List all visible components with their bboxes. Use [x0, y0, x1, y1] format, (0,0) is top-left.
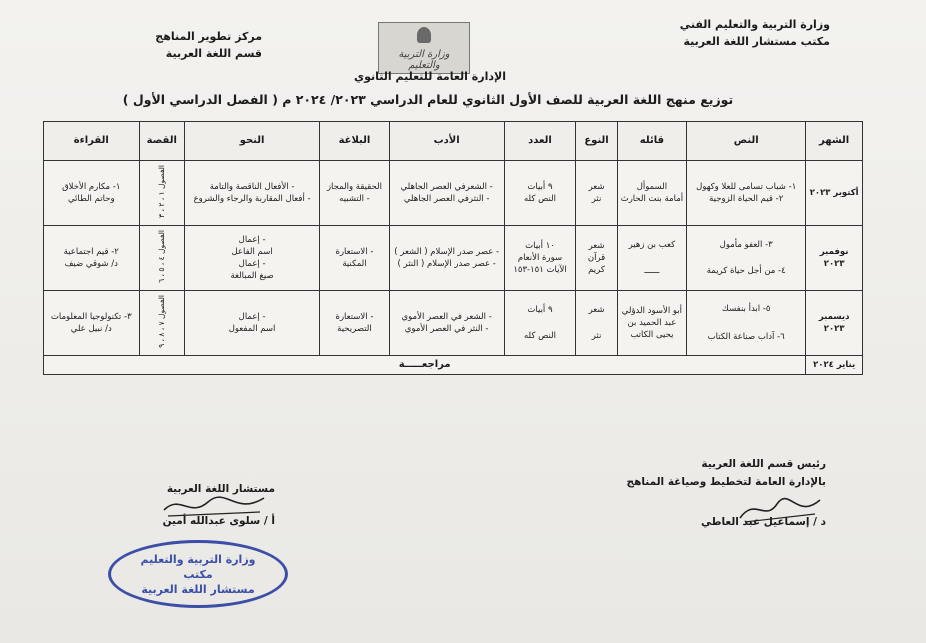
cell-count	[504, 291, 576, 356]
header-story: القصة	[139, 122, 184, 161]
cell-line: - إعمال	[238, 235, 266, 245]
cell-line: ٩ أبيات	[527, 305, 553, 315]
header-month: الشهر	[806, 122, 863, 161]
cell-author	[617, 291, 686, 356]
cell-reading	[44, 291, 140, 356]
cell-literature	[389, 291, 504, 356]
header-author: قائله	[617, 122, 686, 161]
cell-line: النص كله	[523, 331, 557, 341]
cell-grammar	[184, 161, 319, 226]
cell-line: ١- مكارم الأخلاق	[62, 182, 121, 192]
cell-line: قرآن كريم	[587, 253, 606, 275]
cell-line: شعر	[588, 182, 605, 192]
cell-line: ١- شباب تسامى للعلا وكهول	[696, 182, 797, 192]
cell-line: شعر	[588, 241, 605, 251]
cell-line: الحقيقة والمجاز	[326, 182, 382, 192]
cell-line: - النثرفي العصر الجاهلي	[403, 194, 490, 204]
header-type: النوع	[576, 122, 617, 161]
cell-text	[687, 161, 806, 226]
cell-line: شعر	[588, 305, 605, 315]
section-name: قسم اللغة العربية	[165, 47, 262, 60]
cell-line: - النثر في العصر الأموي	[404, 324, 489, 334]
cell-line: ٣- تكنولوجيا المعلومات	[50, 312, 132, 322]
table-row	[44, 291, 863, 356]
cell-line: اسم المفعول	[228, 324, 276, 334]
cell-line: السموأل	[636, 182, 668, 192]
cell-reading	[44, 161, 140, 226]
cell-line: - أفعال المقاربة والرجاء والشروع	[193, 194, 311, 204]
cell-month: نوفمبر ٢٠٢٣	[806, 226, 863, 291]
cell-line: ٦- آداب صناعة الكتاب	[707, 332, 785, 342]
review-label: مراجعـــــة	[44, 356, 806, 375]
office-name: مكتب مستشار اللغة العربية	[683, 35, 830, 48]
cell-line: - عصر صدر الإسلام ( الشعر )	[394, 247, 500, 257]
cell-line: نثر	[591, 194, 602, 204]
cell-line: ١٠ أبيات	[525, 241, 555, 251]
cell-type	[576, 291, 617, 356]
document-title: توزيع منهج اللغة العربية للصف الأول الثانوي للعام الدراسي ٢٠٢٣/ ٢٠٢٤ م ( الفصل الدراسي الأول )	[122, 92, 734, 107]
header-ministry	[590, 16, 830, 50]
cell-literature	[389, 226, 504, 291]
review-row	[44, 356, 863, 375]
cell-line: صيغ المبالغة	[230, 271, 274, 281]
cell-story	[139, 161, 184, 226]
head-title: رئيس قسم اللغة العربية	[701, 458, 826, 470]
cell-line: ٢- قيم الحياة الزوجية	[709, 194, 784, 204]
table-row	[44, 161, 863, 226]
table-header-row	[44, 122, 863, 161]
head-department: بالإدارة العامة لتخطيط وصياغة المناهج	[626, 476, 826, 488]
advisor-title: مستشار اللغة العربية	[166, 483, 275, 495]
review-month: يناير ٢٠٢٤	[806, 356, 863, 375]
head-name: د / إسماعيل عبد العاطي	[700, 516, 826, 528]
cell-line: د/ شوقي ضيف	[64, 259, 118, 269]
official-stamp	[108, 540, 288, 608]
story-chapters: الفصول ١ ، ٢ ، ٣	[157, 164, 167, 218]
header-text: النص	[687, 122, 806, 161]
cell-author	[617, 161, 686, 226]
header-reading: القراءة	[44, 122, 140, 161]
advisor-name: أ / سلوى عبدالله أمين	[162, 515, 275, 527]
cell-line: أبو الأسود الدؤلي	[621, 306, 683, 316]
cell-rhetoric	[320, 226, 389, 291]
cell-type	[576, 161, 617, 226]
cell-line: اسم الفاعل	[231, 247, 273, 257]
header-center	[92, 28, 262, 62]
header-rhetoric: البلاغة	[320, 122, 389, 161]
eagle-icon	[417, 27, 431, 43]
handwritten-signature-right	[735, 492, 825, 526]
cell-line: د/ نبيل علي	[70, 324, 112, 334]
cell-line: - الأفعال الناقصة والتامة	[209, 182, 295, 192]
story-chapters: الفصول ٧ ، ٨ ، ٩	[157, 294, 167, 348]
cell-grammar	[184, 226, 319, 291]
cell-line: أمامة بنت الحارث	[620, 194, 684, 204]
header-grammar: النحو	[184, 122, 319, 161]
cell-line: ٥- ابدأ بنفسك	[721, 304, 771, 314]
header-literature: الأدب	[389, 122, 504, 161]
cell-count	[504, 161, 576, 226]
stamp-line: مكتب	[183, 568, 213, 581]
cell-line: ٢- قيم اجتماعية	[63, 247, 119, 257]
story-chapters: الفصول ٤ ، ٥ ، ٦	[157, 229, 167, 283]
cell-line: كعب بن زهير	[628, 240, 676, 250]
cell-month: أكتوبر ٢٠٢٣	[806, 161, 863, 226]
cell-grammar	[184, 291, 319, 356]
cell-line: - الاستعارة التصريحية	[335, 312, 374, 334]
cell-rhetoric	[320, 161, 389, 226]
stamp-line: مستشار اللغة العربية	[141, 583, 255, 596]
handwritten-signature-left	[160, 492, 270, 522]
header-count: العدد	[504, 122, 576, 161]
cell-author	[617, 226, 686, 291]
cell-story	[139, 226, 184, 291]
cell-rhetoric	[320, 291, 389, 356]
cell-text	[687, 291, 806, 356]
center-name: مركز تطوير المناهج	[155, 30, 262, 43]
cell-type	[576, 226, 617, 291]
cell-line: وحاتم الطائي	[67, 194, 115, 204]
cell-text	[687, 226, 806, 291]
cell-line: سورة الأنعام الآيات ١٥١-١٥٣	[513, 253, 567, 275]
cell-line: النص كله	[523, 194, 557, 204]
cell-line: ــــــ	[644, 266, 660, 276]
emblem-caption: وزارة التربية والتعليم	[398, 49, 450, 71]
cell-line: - عصر صدر الإسلام ( النثر )	[397, 259, 496, 269]
cell-month: ديسمبر ٢٠٢٣	[806, 291, 863, 356]
cell-literature	[389, 161, 504, 226]
cell-line: - التشبيه	[339, 194, 370, 204]
cell-line: ٣- العفو مأمول	[719, 240, 773, 250]
stamp-line: وزارة التربية والتعليم	[140, 553, 256, 566]
cell-line: - الشعر في العصر الأموي	[401, 312, 492, 322]
ministry-emblem	[378, 22, 470, 74]
cell-reading	[44, 226, 140, 291]
cell-line: نثر	[591, 331, 602, 341]
cell-line: عبد الحميد بن يحيى الكاتب	[627, 318, 677, 340]
cell-line: - الاستعارة المكنية	[335, 247, 374, 269]
department-title: الإدارة العامة للتعليم الثانوي	[354, 70, 506, 83]
cell-story	[139, 291, 184, 356]
cell-line: - الشعرفي العصر الجاهلي	[400, 182, 493, 192]
cell-line: - إعمال	[238, 312, 266, 322]
cell-line: ٤- من أجل حياة كريمة	[706, 266, 786, 276]
cell-line: ٩ أبيات	[527, 182, 553, 192]
table-row	[44, 226, 863, 291]
curriculum-table	[43, 121, 863, 375]
cell-line: - إعمال	[238, 259, 266, 269]
ministry-name: وزارة التربية والتعليم الفني	[679, 18, 830, 31]
cell-count	[504, 226, 576, 291]
